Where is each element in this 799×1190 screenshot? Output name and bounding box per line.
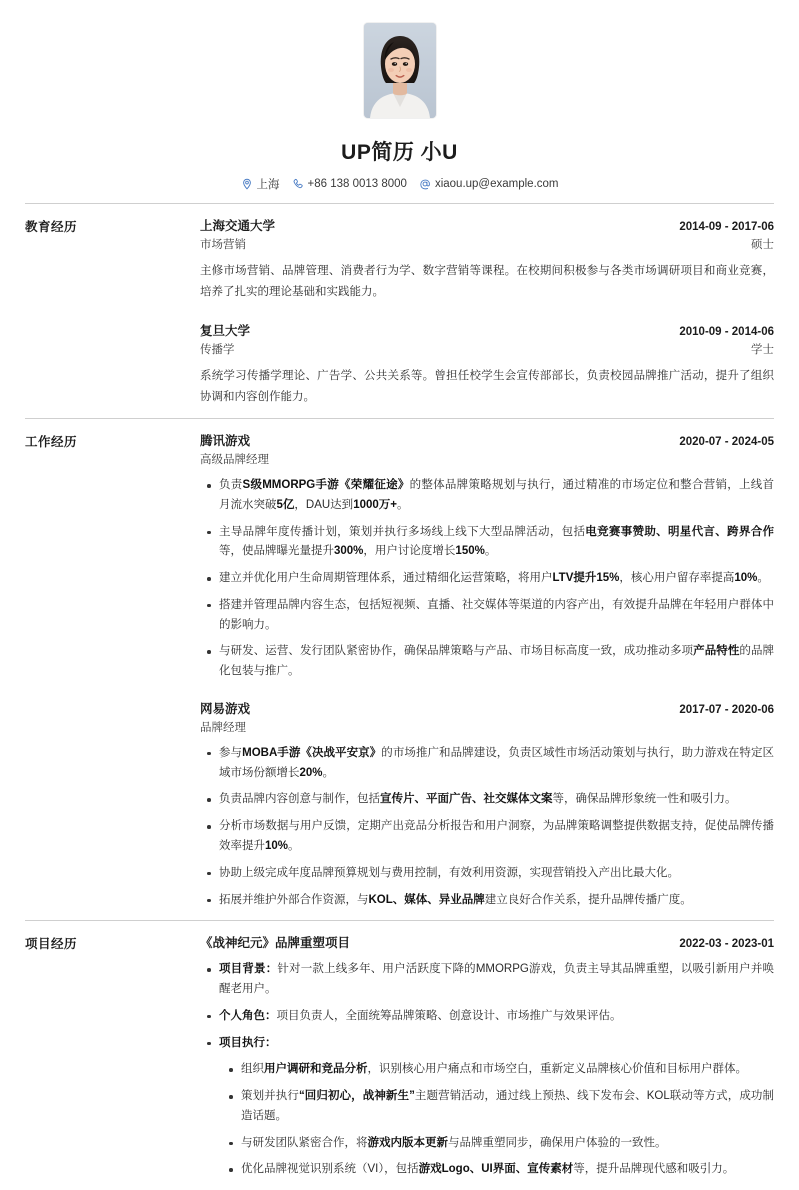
sub-bullet-item: 策划并执行“回归初心，战神新生”主题营销活动，通过线上预热、线下发布会、KOL联动等方式，成功制造话题。 [241,1087,774,1127]
entry-description: 系统学习传播学理论、广告学、公共关系等。曾担任校学生会宣传部部长，负责校园品牌推广活动，提升了组织协调和内容创作能力。 [200,369,774,403]
bullet-item: 负责S级MMORPG手游《荣耀征途》的整体品牌策略规划与执行，通过精准的市场定位和整合营销，上线首月流水突破5亿，DAU达到1000万+。 [219,476,774,516]
contact-location [241,176,280,192]
bullet-item: 项目执行： 组织用户调研和竞品分析，识别核心用户痛点和市场空白，重新定义品牌核心价值和目标用户群体。 策划并执行“回归初心，战神新生”主题营销活动，通过线上预热、线下发布会、KOL联动等方式，成功制造话题。 与研发团队紧密合作，将游戏内版本更新与品牌重塑同步，确保用户体验的一致性。 优化品牌视觉识别系统（VI），包括游戏Logo、UI界面、宣传素材等，提升品牌现代感和吸引力。 [219,1034,774,1181]
entry-role: 品牌经理 [200,721,246,734]
entry-role: 高级品牌经理 [200,454,269,467]
entry-date: 2010-09 - 2014-06 [679,325,774,338]
entry-subheader [200,341,774,357]
resume-entry [200,933,774,1180]
resume-header [25,0,774,192]
contact-phone-text: +86 138 0013 8000 [307,178,407,190]
bullet-item: 搭建并管理品牌内容生态，包括短视频、直播、社交媒体等渠道的内容产出，有效提升品牌在年轻用户群体中的影响力。 [219,596,774,636]
section-body [200,933,774,1180]
entry-title: 网易游戏 [200,701,251,716]
entry-degree: 学士 [751,343,774,356]
page-title: UP简历 小U [341,141,458,164]
entry-title: 《战神纪元》品牌重塑项目 [200,936,351,951]
contact-phone [292,178,407,190]
phone-icon [292,178,304,190]
entry-subheader [200,719,774,735]
contact-email-text: xiaou.up@example.com [434,178,559,190]
entry-description: 主修市场营销、品牌管理、消费者行为学、数字营销等课程。在校期间积极参与各类市场调研项目和商业竞赛，培养了扎实的理论基础和实践能力。 [200,265,774,299]
section-label: 教育经历 [25,220,78,234]
entry-date: 2020-07 - 2024-05 [679,436,774,449]
entry-title: 腾讯游戏 [200,434,251,449]
bullet-item: 项目背景：针对一款上线多年、用户活跃度下降的MMORPG游戏，负责主导其品牌重塑，以吸引新用户并唤醒老用户。 [219,960,774,1000]
entry-role: 市场营销 [200,239,246,251]
contact-email [419,178,559,190]
resume-section [25,418,774,920]
sub-bullet-item: 与研发团队紧密合作，将游戏内版本更新与品牌重塑同步，确保用户体验的一致性。 [241,1134,774,1154]
entry-header [200,699,774,717]
bullet-item: 建立并优化用户生命周期管理体系，通过精细化运营策略，将用户LTV提升15%，核心用户留存率提高10%。 [219,569,774,589]
resume-entry [200,321,774,409]
contact-row [25,176,774,192]
sub-bullet-item: 优化品牌视觉识别系统（VI），包括游戏Logo、UI界面、宣传素材等，提升品牌现代感和吸引力。 [241,1160,774,1180]
entry-header [200,933,774,951]
entry-subheader [200,236,774,252]
bullet-item: 分析市场数据与用户反馈，定期产出竞品分析报告和用户洞察，为品牌策略调整提供数据支持，促使品牌传播效率提升10%。 [219,817,774,857]
entry-title: 复旦大学 [200,323,251,338]
location-pin-icon [241,178,253,190]
entry-header [200,431,774,449]
entry-date: 2014-09 - 2017-06 [679,221,774,233]
bullet-item: 个人角色：项目负责人，全面统筹品牌策略、创意设计、市场推广与效果评估。 [219,1007,774,1027]
section-label: 项目经历 [25,937,78,952]
section-body [200,431,774,910]
email-at-icon [419,178,431,190]
entry-title: 上海交通大学 [200,219,276,233]
entry-date: 2017-07 - 2020-06 [679,703,774,716]
contact-location-text: 上海 [256,179,280,191]
profile-photo-illustration [364,23,436,118]
entry-header [200,321,774,339]
bullet-item: 拓展并维护外部合作资源，与KOL、媒体、异业品牌建立良好合作关系，提升品牌传播广度。 [219,891,774,911]
resume-entry [200,216,774,304]
entry-degree: 硕士 [751,239,774,251]
entry-sub-bullet-list [219,1060,774,1180]
resume-sections [25,203,774,1190]
entry-bullet-list [200,744,774,910]
entry-subheader [200,451,774,467]
section-label: 工作经历 [25,435,78,450]
resume-entry [200,699,774,910]
bullet-item: 负责品牌内容创意与制作，包括宣传片、平面广告、社交媒体文案等，确保品牌形象统一性和吸引力。 [219,790,774,810]
entry-role: 传播学 [200,343,235,356]
entry-bullet-list [200,476,774,682]
avatar [364,23,436,118]
section-body [200,216,774,408]
entry-bullet-list [200,960,774,1180]
bullet-item: 与研发、运营、发行团队紧密协作，确保品牌策略与产品、市场目标高度一致，成功推动多项产品特性的品牌化包装与推广。 [219,642,774,682]
bullet-item: 参与MOBA手游《决战平安京》的市场推广和品牌建设，负责区域性市场活动策划与执行，助力游戏在特定区域市场份额增长20%。 [219,744,774,784]
bullet-item: 协助上级完成年度品牌预算规划与费用控制，有效利用资源，实现营销投入产出比最大化。 [219,864,774,884]
entry-header [200,216,774,234]
entry-date: 2022-03 - 2023-01 [679,938,774,951]
resume-entry [200,431,774,682]
resume-section [25,203,774,418]
sub-bullet-item: 组织用户调研和竞品分析，识别核心用户痛点和市场空白，重新定义品牌核心价值和目标用户群体。 [241,1060,774,1080]
bullet-item: 主导品牌年度传播计划，策划并执行多场线上线下大型品牌活动，包括电竞赛事赞助、明星代言、跨界合作等，使品牌曝光量提升300%，用户讨论度增长150%。 [219,523,774,563]
resume-section [25,920,774,1190]
